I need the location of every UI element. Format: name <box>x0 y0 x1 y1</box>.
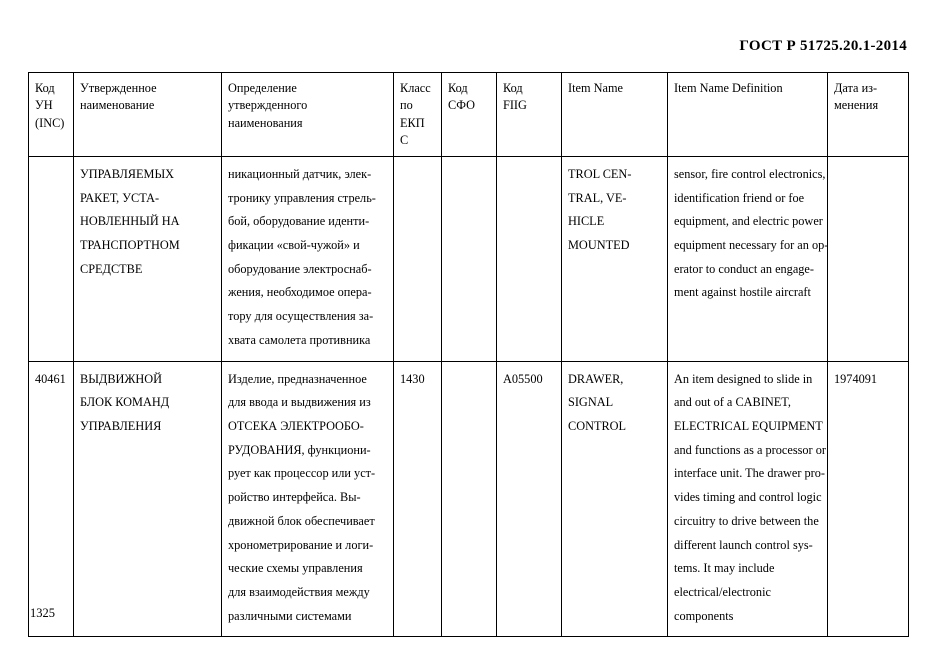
cell-line: interface unit. The drawer pro- <box>674 466 826 481</box>
cell-code-inc <box>29 156 74 361</box>
page-number: 1325 <box>30 606 55 620</box>
header-line: FIIG <box>503 98 527 113</box>
cell-line: рует как процессор или уст- <box>228 466 376 481</box>
header-line: по <box>400 98 413 113</box>
cell-line: vides timing and control logic <box>674 490 822 505</box>
cell-line: 1974091 <box>834 371 878 386</box>
cell-fiig-code <box>497 361 562 637</box>
cell-line: and out of a CABINET, <box>674 395 791 410</box>
cell-definition <box>222 156 394 361</box>
cell-line: TRAL, VE- <box>568 190 627 205</box>
header-line: Дата из- <box>834 81 878 95</box>
table-header <box>29 73 909 157</box>
cell-line: ройство интерфейса. Вы- <box>228 490 361 505</box>
header-line: С <box>400 133 409 148</box>
cell-line: УПРАВЛЕНИЯ <box>80 419 162 433</box>
cell-line: erator to conduct an engage- <box>674 261 814 276</box>
cell-line: electrical/electronic <box>674 585 771 600</box>
header-line: СФО <box>448 98 475 113</box>
cell-item-name <box>562 361 668 637</box>
header-cell-approved-name <box>74 73 222 157</box>
cell-line: 40461 <box>35 371 66 386</box>
cell-line: БЛОК КОМАНД <box>80 395 170 410</box>
cell-line: движной блок обеспечивает <box>228 513 375 528</box>
header-cell-item-name <box>562 73 668 157</box>
cell-line: circuitry to drive between the <box>674 513 819 528</box>
cell-sfo-code <box>442 361 497 637</box>
cell-line: An item designed to slide in <box>674 371 813 386</box>
cell-line: equipment necessary for an op- <box>674 237 829 252</box>
cell-definition <box>222 361 394 637</box>
table-row <box>29 361 909 637</box>
header-line: наименования <box>228 115 303 130</box>
cell-line: НОВЛЕННЫЙ НА <box>80 214 180 229</box>
document-standard-title: ГОСТ Р 51725.20.1-2014 <box>739 38 907 54</box>
cell-line: ELECTRICAL EQUIPMENT <box>674 419 823 433</box>
cell-line: СРЕДСТВЕ <box>80 261 143 276</box>
header-line: Item Name Definition <box>674 81 783 95</box>
cell-approved-name <box>74 361 222 637</box>
cell-item-name-definition <box>668 156 828 361</box>
cell-line: хронометрирование и логи- <box>228 537 374 552</box>
cell-line: бой, оборудование иденти- <box>228 214 370 229</box>
header-cell-definition <box>222 73 394 157</box>
header-line: менения <box>834 98 879 113</box>
cell-change-date <box>828 156 909 361</box>
header-line: Код <box>503 81 523 95</box>
cell-line: УПРАВЛЯЕМЫХ <box>80 166 175 181</box>
cell-line: никационный датчик, элек- <box>228 166 372 181</box>
cell-line: equipment, and electric power <box>674 214 823 229</box>
header-line: утвержденного <box>228 98 308 113</box>
cell-line: для взаимодействия между <box>228 585 370 600</box>
cell-line: фикации «свой-чужой» и <box>228 237 360 252</box>
cell-line: РУДОВАНИЯ, функциони- <box>228 442 371 457</box>
cell-line: identification friend or foe <box>674 190 805 205</box>
cell-line: CONTROL <box>568 419 627 433</box>
cell-item-name-definition <box>668 361 828 637</box>
header-line: (INC) <box>35 115 65 130</box>
header-cell-sfo-code <box>442 73 497 157</box>
header-line: ЕКП <box>400 115 425 130</box>
cell-line: ТРАНСПОРТНОМ <box>80 237 180 252</box>
table-row <box>29 156 909 361</box>
table-header-row <box>29 73 909 157</box>
cell-line: components <box>674 608 734 623</box>
cell-line: 1430 <box>400 371 425 386</box>
cell-ekps-class <box>394 156 442 361</box>
header-line: УН <box>35 98 53 113</box>
cell-line: тронику управления стрель- <box>228 190 376 205</box>
header-line: Код <box>35 81 55 95</box>
header-cell-fiig-code <box>497 73 562 157</box>
cell-line: A05500 <box>503 371 543 386</box>
cell-sfo-code <box>442 156 497 361</box>
header-line: Определение <box>228 81 297 95</box>
cell-approved-name <box>74 156 222 361</box>
header-line: Item Name <box>568 81 623 95</box>
cell-line: and functions as a processor or <box>674 442 826 457</box>
cell-line: ment against hostile aircraft <box>674 285 811 300</box>
cell-line: жения, необходимое опера- <box>228 285 372 300</box>
cell-line: ВЫДВИЖНОЙ <box>80 371 163 386</box>
header-cell-ekps-class <box>394 73 442 157</box>
cell-line: тору для осуществления за- <box>228 309 374 324</box>
cell-line: different launch control sys- <box>674 537 813 552</box>
cell-code-inc <box>29 361 74 637</box>
header-cell-item-name-definition <box>668 73 828 157</box>
table-body <box>29 156 909 637</box>
cell-line: DRAWER, <box>568 371 624 386</box>
header-cell-code-inc <box>29 73 74 157</box>
cell-line: tems. It may include <box>674 561 775 576</box>
cell-line: хвата самолета противника <box>228 332 371 347</box>
cell-line: MOUNTED <box>568 237 630 252</box>
header-line: Класс <box>400 81 431 95</box>
cell-ekps-class <box>394 361 442 637</box>
header-line: Утвержденное <box>80 81 157 95</box>
cell-line: SIGNAL <box>568 395 614 410</box>
cell-line: Изделие, предназначенное <box>228 371 367 386</box>
cell-item-name <box>562 156 668 361</box>
cell-fiig-code <box>497 156 562 361</box>
cell-change-date <box>828 361 909 637</box>
cell-line: TROL CEN- <box>568 166 632 181</box>
cell-line: оборудование электроснаб- <box>228 261 372 276</box>
cell-line: HICLE <box>568 214 605 229</box>
header-line: Код <box>448 81 468 95</box>
header-cell-change-date <box>828 73 909 157</box>
cell-line: ОТСЕКА ЭЛЕКТРООБО- <box>228 419 364 433</box>
cell-line: для ввода и выдвижения из <box>228 395 371 410</box>
gost-item-names-table <box>28 72 909 637</box>
cell-line: различными системами <box>228 608 352 623</box>
cell-line: ческие схемы управления <box>228 561 363 576</box>
cell-line: РАКЕТ, УСТА- <box>80 190 160 205</box>
cell-line: sensor, fire control electronics, <box>674 166 826 181</box>
header-line: наименование <box>80 98 155 113</box>
